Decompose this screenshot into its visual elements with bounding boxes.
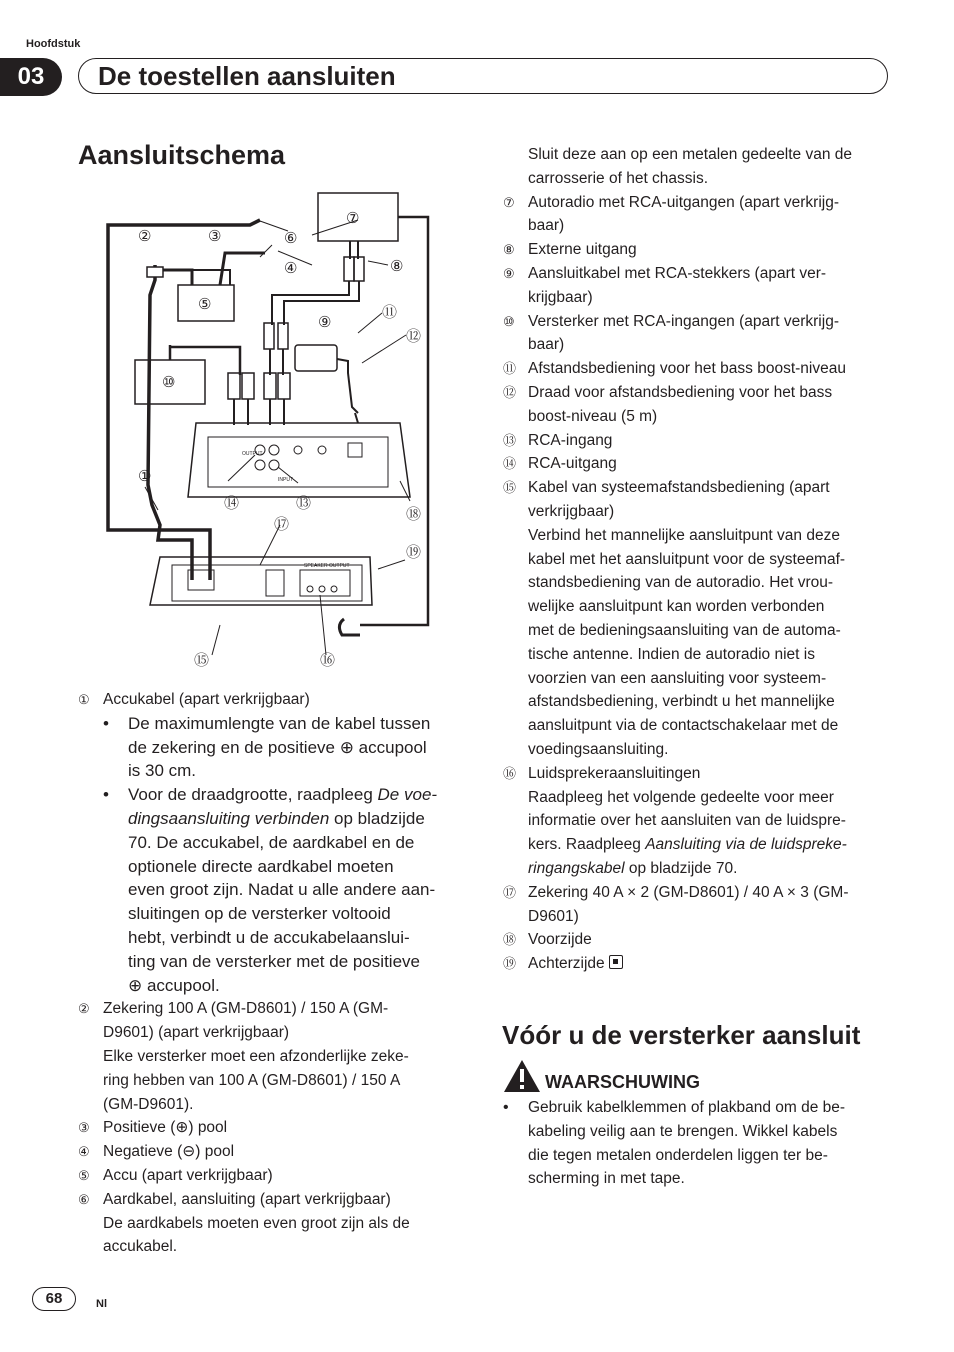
- item-line: Raadpleeg het volgende gedeelte voor meer: [528, 788, 834, 806]
- callout-16: ⑯: [320, 652, 336, 669]
- callout-18: ⑱: [406, 506, 422, 523]
- cross-reference: Aansluiting via de luidspreke-: [645, 836, 847, 854]
- item-line: (GM-D9601).: [103, 1095, 194, 1113]
- item-number: ⑪: [503, 361, 517, 377]
- list-item-6: [78, 1188, 468, 1259]
- callout-17: ⑰: [274, 516, 290, 533]
- item-number: ⑧: [503, 242, 515, 258]
- item-line: Externe uitgang: [528, 241, 637, 259]
- item-line: Voorzijde: [528, 931, 592, 949]
- list-item-9: [503, 262, 903, 310]
- end-of-section-icon: [609, 955, 623, 969]
- item-line: Draad voor afstandsbediening voor het bass: [528, 383, 833, 401]
- item-number: ⑦: [503, 194, 515, 210]
- bass-remote: [295, 345, 337, 371]
- chapter-title: De toestellen aansluiten: [98, 61, 396, 91]
- item-line: Accu (apart verkrijgbaar): [103, 1166, 273, 1184]
- item-line: welijke aansluitpunt kan worden verbonden: [528, 598, 825, 616]
- callout-3: ③: [208, 228, 222, 245]
- callout-6: ⑥: [284, 230, 298, 247]
- item-number: ⑤: [78, 1167, 90, 1183]
- callout-14: ⑭: [224, 495, 240, 512]
- item-line: verkrijgbaar): [528, 502, 615, 520]
- amp-rca-in-label: INPUT: [278, 477, 293, 483]
- wiring-diagram: [100, 185, 445, 675]
- item-number: ⑫: [503, 384, 517, 400]
- callout-12: ⑫: [406, 328, 422, 345]
- item-line: [528, 952, 903, 976]
- item-text: Achterzijde: [528, 955, 605, 973]
- cross-reference: De voe-: [377, 785, 438, 805]
- callout-19: ⑲: [406, 544, 422, 561]
- callout-10: ⑩: [162, 374, 176, 391]
- bullet-line: 70. De accukabel, de aardkabel en de: [128, 832, 415, 852]
- callout-4: ④: [284, 260, 298, 277]
- callout-1: ①: [138, 468, 152, 485]
- item-line: voedingsaansluiting.: [528, 740, 669, 758]
- amp-front-panel: [188, 423, 410, 497]
- item-line: afstandsbediening, verbindt u het mannelijke: [528, 693, 835, 711]
- item-line: accukabel.: [103, 1238, 178, 1256]
- list-item-5: [78, 1164, 468, 1188]
- item-line: Autoradio met RCA-uitgangen (apart verkrijg-: [528, 193, 839, 211]
- callout-13: ⑬: [296, 495, 312, 512]
- callout-11: ⑪: [382, 304, 398, 321]
- bullet-line: sluitingen op de versterker voltooid: [128, 904, 391, 924]
- bullet-line: kabeling veilig aan te brengen. Wikkel kabels: [528, 1122, 838, 1140]
- speaker-output-label: SPEAKER OUTPUT: [304, 563, 350, 569]
- fuse: [147, 267, 163, 277]
- item-number: ⑲: [503, 956, 517, 972]
- bullet-line: scherming in met tape.: [528, 1170, 685, 1188]
- bullet-line: Gebruik kabelklemmen of plakband om de be-: [528, 1099, 846, 1116]
- bullet-1: • De maximumlengte van de kabel tussen de zekering en de positieve ⊕ accupool is 30 cm.: [103, 712, 468, 783]
- item-number: ⑨: [503, 265, 515, 281]
- item-number: ③: [78, 1120, 90, 1136]
- amp-rca-out-label: OUTPUT: [242, 451, 263, 457]
- item-line: Sluit deze aan op een metalen gedeelte van de: [528, 146, 853, 163]
- language-code: Nl: [96, 1298, 107, 1310]
- item-text: kers. Raadpleeg: [528, 836, 646, 854]
- list-item-10: [503, 310, 903, 358]
- item-line: Luidsprekeraansluitingen: [528, 764, 701, 782]
- bullet-line: ting van de versterker met de positieve: [128, 951, 420, 971]
- list-item-14: [503, 452, 903, 476]
- list-item-3: [78, 1116, 468, 1140]
- item-line: RCA-uitgang: [528, 455, 617, 473]
- item-number: ⑬: [503, 432, 517, 448]
- item-line: [528, 833, 903, 857]
- bullet-line: is 30 cm.: [128, 761, 197, 781]
- section-title-aansluitschema: Aansluitschema: [78, 140, 286, 170]
- callout-2: ②: [138, 228, 152, 245]
- section-label: Hoofdstuk: [26, 38, 81, 50]
- item-number: ②: [78, 1001, 90, 1017]
- list-item-12: [503, 381, 903, 429]
- warning-icon: [502, 1058, 542, 1094]
- list-item-16: [503, 762, 903, 881]
- right-column: [503, 143, 903, 976]
- bullet-line: die tegen metalen onderdelen liggen ter be-: [528, 1146, 828, 1164]
- item-line: Zekering 100 A (GM-D8601) / 150 A (GM-: [103, 1000, 389, 1018]
- bullet-line: De maximumlengte van de kabel tussen: [128, 713, 431, 733]
- section-title-before-connecting: Vóór u de versterker aansluit: [502, 1020, 861, 1050]
- item-line: carrosserie of het chassis.: [528, 169, 709, 187]
- callout-9: ⑨: [318, 314, 332, 331]
- item-line: standsbediening van de autoradio. Het vrou-: [528, 574, 834, 592]
- chapter-number: 03: [0, 58, 62, 96]
- bullet-line: ⊕ accupool.: [128, 975, 220, 995]
- item-number: ①: [78, 692, 90, 707]
- item-line: Verbind het mannelijke aansluitpunt van deze: [528, 526, 840, 544]
- item-line: kabel met het aansluitpunt voor de systeemaf-: [528, 550, 846, 568]
- bullet-text: op bladzijde: [329, 808, 425, 828]
- item-line: Afstandsbediening voor het bass boost-niveau: [528, 360, 846, 378]
- item-line: baar): [528, 336, 565, 354]
- item-line: RCA-ingang: [528, 431, 613, 449]
- list-item-15: [503, 476, 903, 762]
- bullet-line: [128, 807, 468, 831]
- item-number: ⑰: [503, 884, 517, 900]
- item-number: ⑱: [503, 932, 517, 948]
- item-text: op bladzijde 70.: [624, 859, 738, 877]
- page-number: 68: [32, 1287, 76, 1311]
- bullet-2: • Voor de draadgrootte, raadpleeg De voe- dingsaansluiting verbinden op bladzijde 70. De accukabel, de aardkabel en de optionele directe aardkabel moeten even groot zijn. Nadat u alle andere aan- sluitingen op de versterker voltooid hebt, verbindt u de accukabelaanslui- ting van de versterker met de positieve ⊕ accupool.: [103, 783, 468, 997]
- item-line: Elke versterker moet een afzonderlijke zeke-: [103, 1047, 409, 1065]
- item-line: baar): [528, 217, 565, 235]
- warning-label: WAARSCHUWING: [545, 1072, 700, 1092]
- bullet-line: de zekering en de positieve ⊕ accupool: [128, 737, 427, 757]
- item-number: ⑭: [503, 456, 517, 472]
- item-number: ⑥: [78, 1191, 90, 1207]
- item-line: Negatieve (⊖) pool: [103, 1143, 235, 1161]
- item-line: [528, 857, 903, 881]
- item-line: informatie over het aansluiten van de luidspre-: [528, 812, 846, 830]
- item-line: Kabel van systeemafstandsbediening (apart: [528, 479, 830, 497]
- item-line: voorzien van een aansluiting voor systeem-: [528, 669, 827, 687]
- cross-reference: dingsaansluiting verbinden: [128, 808, 330, 828]
- callout-7: ⑦: [346, 210, 360, 227]
- item-line: krijgbaar): [528, 288, 593, 306]
- list-item-19: [503, 952, 903, 976]
- list-item-4: [78, 1140, 468, 1164]
- item-line: boost-niveau (5 m): [528, 407, 658, 425]
- item-line: Aardkabel, aansluiting (apart verkrijgbaar): [103, 1190, 391, 1208]
- item-number: ④: [78, 1144, 90, 1160]
- left-column: [78, 688, 468, 1259]
- callout-15: ⑮: [194, 652, 210, 669]
- bullet-line: even groot zijn. Nadat u alle andere aan-: [128, 880, 436, 900]
- list-item-2: [78, 997, 468, 1116]
- list-item-11: [503, 357, 903, 381]
- item-number: ⑩: [503, 313, 515, 329]
- item-line: D9601) (apart verkrijgbaar): [103, 1024, 290, 1042]
- cross-reference: ringangskabel: [528, 859, 625, 877]
- callout-5: ⑤: [198, 296, 212, 313]
- warning-bullet: • Gebruik kabelklemmen of plakband om de be- kabeling veilig aan te brengen. Wikkel kabels die tegen metalen onderdelen liggen ter be- scherming in met tape.: [503, 1096, 903, 1191]
- list-item-1: [78, 688, 468, 712]
- item-line: Positieve (⊕) pool: [103, 1119, 228, 1137]
- bullet-line: [128, 783, 468, 807]
- item-line: De aardkabels moeten even groot zijn als de: [103, 1214, 410, 1232]
- list-item-13: [503, 429, 903, 453]
- item-line: Accukabel (apart verkrijgbaar): [103, 691, 310, 708]
- list-item-6-continued: [503, 143, 903, 191]
- bullet-line: hebt, verbindt u de accukabelaanslui-: [128, 927, 410, 947]
- item-line: ring hebben van 100 A (GM-D8601) / 150 A: [103, 1071, 401, 1089]
- list-item-7: [503, 191, 903, 239]
- list-item-18: [503, 928, 903, 952]
- bullet-line: optionele directe aardkabel moeten: [128, 856, 394, 876]
- item-line: aansluitpunt via de contactschakelaar met de: [528, 717, 839, 735]
- item-line: tische antenne. Indien de autoradio niet is: [528, 645, 815, 663]
- item-number: ⑯: [503, 765, 517, 781]
- bullet-text: Voor de draadgrootte, raadpleeg: [128, 785, 378, 805]
- callout-8: ⑧: [390, 258, 404, 275]
- item-line: met de bedieningsaansluiting van de automa-: [528, 621, 841, 639]
- item-number: ⑮: [503, 480, 517, 496]
- item-line: D9601): [528, 907, 579, 925]
- item-line: Zekering 40 A × 2 (GM-D8601) / 40 A × 3 (GM-: [528, 883, 849, 901]
- item-line: Versterker met RCA-ingangen (apart verkrijg-: [528, 312, 839, 330]
- item-line: Aansluitkabel met RCA-stekkers (apart ver-: [528, 264, 827, 282]
- list-item-8: [503, 238, 903, 262]
- list-item-17: [503, 881, 903, 929]
